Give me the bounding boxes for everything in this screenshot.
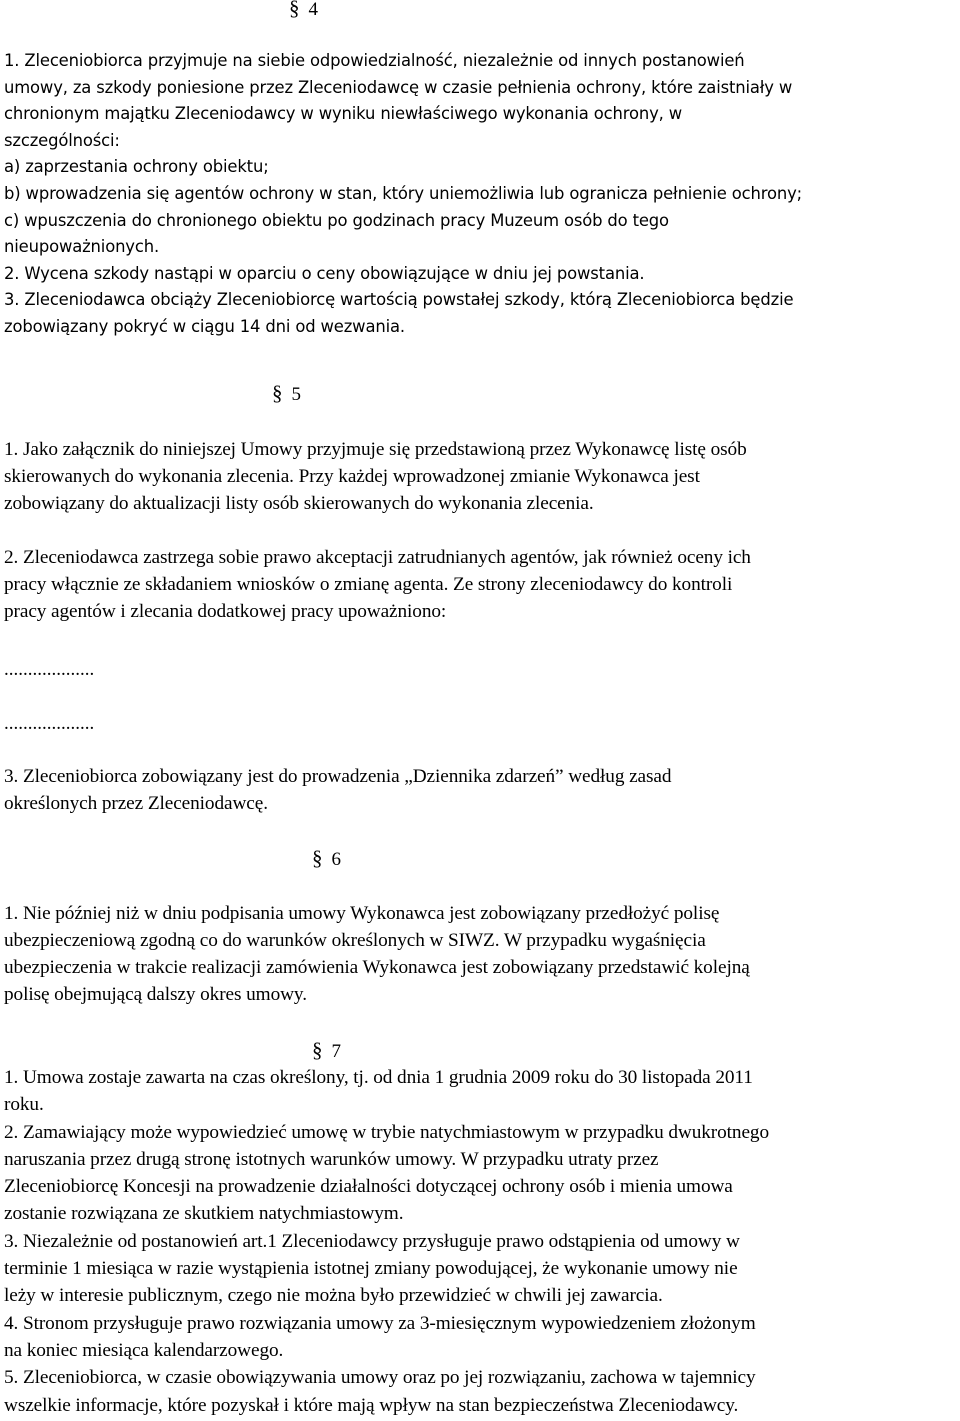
section-number: 4 xyxy=(308,0,318,20)
section-7-body: 1. Umowa zostaje zawarta na czas określony, tj. od dnia 1 grudnia 2009 roku do 30 listopada 2011 roku. 2. Zamawiający może wypowiedzieć umowę w trybie natychmiastowym w przypadku dwukrotnego naruszania przez drugą stronę istotnych warunków umowy. W przypadku utraty przez Zleceniobiorcę Koncesji na prowadzenie działalności dotyczącej ochrony osób i mienia umowa zostanie rozwiązana ze skutkiem natychmiastowym. 3. Niezależnie od postanowień art.1 Zleceniodawcy przysługuje prawo odstąpienia od umowy w terminie 1 miesiąca w razie wystąpienia istotnej zmiany powodującej, że wykonanie umowy nie leży w interesie publicznym, czego nie można było przewidzieć w chwili jej zawarcia. 4. Stronom przysługuje prawo rozwiązania umowy za 3-miesięcznym wypowiedzeniem złożonym na koniec miesiąca kalendarzowego. 5. Zleceniobiorca, w czasie obowiązywania umowy oraz po jej rozwiązaniu, zachowa w tajemnicy wszelkie informacje, które pozyskał i które mają wpływ na stan bezpieczeństwa Zleceniodawcy. xyxy=(4,1067,769,1416)
section-4-body: 1. Zleceniobiorca przyjmuje na siebie odpowiedzialność, niezależnie od innych postanowień umowy, za szkody poniesione przez Zleceniodawcę w czasie pełnienia ochrony, które zaistniały w chronionym majątku Zleceniodawcy w wyniku niewłaściwego wykonania ochrony, w szczególności: a) zaprzestania ochrony obiektu; b) wprowadzenia się agentów ochrony w stan, który uniemożliwia lub ogranicza pełnienie ochrony; c) wpuszczenia do chronionego obiektu po godzinach pracy Muzeum osób do tego nieupoważnionych. 2. Wycena szkody nastąpi w oparciu o ceny obowiązujące w dniu jej powstania. 3. Zleceniodawca obciąży Zleceniobiorcę wartością powstałej szkody, którą Zleceniobiorca będzie zobowiązany pokryć w ciągu 14 dni od wezwania. xyxy=(4,51,803,336)
dotted-placeholder-1: ................... xyxy=(4,659,95,680)
dotted-placeholder-2: ................... xyxy=(4,713,95,734)
section-symbol: § xyxy=(272,381,283,405)
section-5-heading xyxy=(272,383,301,405)
section-number: 6 xyxy=(331,849,341,870)
section-6-heading xyxy=(312,848,341,870)
section-number: 5 xyxy=(291,384,301,405)
section-number: 7 xyxy=(331,1041,341,1062)
section-5-paragraph-2: 2. Zleceniodawca zastrzega sobie prawo akceptacji zatrudnianych agentów, jak również oceny ich pracy włącznie ze składaniem wniosków o zmianę agenta. Ze strony zleceniodawcy do kontroli pracy agentów i zlecania dodatkowej pracy upoważniono: xyxy=(4,547,751,622)
section-4-heading xyxy=(289,0,318,20)
section-symbol: § xyxy=(312,1038,323,1062)
section-5-paragraph-3: 3. Zleceniobiorca zobowiązany jest do prowadzenia „Dziennika zdarzeń” według zasad określonych przez Zleceniodawcę. xyxy=(4,766,672,814)
section-7-heading xyxy=(312,1040,341,1062)
section-symbol: § xyxy=(312,846,323,870)
section-5-paragraph-1: 1. Jako załącznik do niniejszej Umowy przyjmuje się przedstawioną przez Wykonawcę listę osób skierowanych do wykonania zlecenia. Przy każdej wprowadzonej zmianie Wykonawca jest zobowiązany do aktualizacji listy osób skierowanych do wykonania zlecenia. xyxy=(4,439,747,514)
section-6-paragraph-1: 1. Nie później niż w dniu podpisania umowy Wykonawca jest zobowiązany przedłożyć polisę ubezpieczeniową zgodną co do warunków określonych w SIWZ. W przypadku wygaśnięcia ubezpieczenia w trakcie realizacji zamówienia Wykonawca jest zobowiązany przedstawić kolejną polisę obejmującą dalszy okres umowy. xyxy=(4,903,750,1005)
section-symbol: § xyxy=(289,0,300,20)
